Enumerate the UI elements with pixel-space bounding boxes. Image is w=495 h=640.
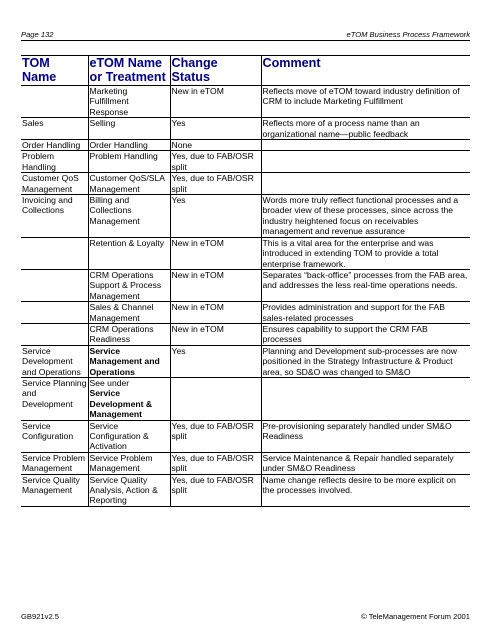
cell-tom-name [21,269,88,301]
cell-comment: Provides administration and support for the FAB sales-related processes [261,302,470,324]
cell-tom-name: Service Quality Management [21,474,88,506]
cell-comment: Words more truly reflect functional processes and a broader view of these processes, since across the industry heightened focus on receivables management and revenue assurance [261,195,470,238]
cell-change-status: New in eTOM [170,269,261,301]
cell-tom-name: Invoicing and Collections [21,195,88,238]
cell-change-status: New in eTOM [170,86,261,118]
table-row [21,345,470,377]
table-row [21,237,470,269]
cell-etom-name: Retention & Loyalty [88,237,170,269]
table-row [21,140,470,151]
cell-etom-name [88,377,170,420]
cell-change-status: Yes, due to FAB/OSR split [170,151,261,173]
cell-comment [261,140,470,151]
cell-etom-name: Marketing Fulfillment Response [88,86,170,118]
column-header-change-status: Change Status [170,56,261,86]
cell-change-status: Yes, due to FAB/OSR split [170,420,261,452]
table-row [21,118,470,140]
cell-comment: Service Maintenance & Repair handled separately under SM&O Readiness [261,452,470,474]
cell-etom-name: Sales & Channel Management [88,302,170,324]
table-row [21,302,470,324]
cell-tom-name: Order Handling [21,140,88,151]
column-header-tom-name: TOM Name [21,56,88,86]
cell-etom-name: Selling [88,118,170,140]
cell-tom-name: Service Development and Operations [21,345,88,377]
cell-change-status: Yes [170,118,261,140]
cell-etom-name: Service Configuration & Activation [88,420,170,452]
table-row [21,474,470,506]
table-header-row [21,56,470,86]
cell-etom-name: CRM Operations Support & Process Management [88,269,170,301]
see-under-prefix: See under [89,377,130,388]
cell-comment [261,377,470,420]
table-row [21,173,470,195]
cell-change-status: Yes, due to FAB/OSR split [170,173,261,195]
cell-etom-name: Service Problem Management [88,452,170,474]
table-row [21,420,470,452]
cell-etom-name: Order Handling [88,140,170,151]
see-under-target: Service Development & Management [89,388,153,420]
cell-tom-name [21,323,88,345]
page-number: Page 132 [21,30,54,39]
cell-comment: Pre-provisioning separately handled under SM&O Readiness [261,420,470,452]
cell-tom-name: Customer QoS Management [21,173,88,195]
cell-comment: Ensures capability to support the CRM FAB processes [261,323,470,345]
table-row [21,269,470,301]
cell-tom-name: Problem Handling [21,151,88,173]
cell-comment: Reflects move of eTOM toward industry definition of CRM to include Marketing Fulfillment [261,86,470,118]
cell-change-status: Yes, due to FAB/OSR split [170,474,261,506]
copyright: © TeleManagement Forum 2001 [361,612,470,621]
column-header-comment: Comment [261,56,470,86]
cell-change-status: Yes, due to FAB/OSR split [170,452,261,474]
cell-change-status: None [170,140,261,151]
cell-comment: Reflects more of a process name than an organizational name—public feedback [261,118,470,140]
cell-etom-name: Service Management and Operations [88,345,170,377]
cell-tom-name [21,237,88,269]
cell-change-status: New in eTOM [170,237,261,269]
cell-change-status: New in eTOM [170,323,261,345]
page-header [21,30,470,41]
table-row [21,452,470,474]
cell-tom-name [21,302,88,324]
cell-comment: Separates “back-office” processes from the FAB area, and addresses the less real-time operations needs. [261,269,470,301]
cell-etom-name: Customer QoS/SLA Management [88,173,170,195]
table-row [21,323,470,345]
document-id: GB921v2.5 [21,612,59,621]
cell-tom-name: Sales [21,118,88,140]
cell-comment [261,151,470,173]
table-body [21,86,470,507]
column-header-etom-name: eTOM Name or Treatment [88,56,170,86]
cell-comment: This is a vital area for the enterprise and was introduced in extending TOM to provide a total enterprise framework. [261,237,470,269]
table-row [21,377,470,420]
cell-comment: Name change reflects desire to be more explicit on the processes involved. [261,474,470,506]
table-row [21,86,470,118]
cell-tom-name: Service Configuration [21,420,88,452]
cell-tom-name: Service Planning and Development [21,377,88,420]
mapping-table [21,55,470,507]
cell-change-status [170,377,261,420]
cell-comment [261,173,470,195]
cell-change-status: Yes [170,345,261,377]
cell-etom-name: Billing and Collections Management [88,195,170,238]
cell-change-status: Yes [170,195,261,238]
document-title: eTOM Business Process Framework [346,30,470,39]
cell-etom-name: Problem Handling [88,151,170,173]
cell-tom-name: Service Problem Management [21,452,88,474]
cell-etom-name: CRM Operations Readiness [88,323,170,345]
cell-comment: Planning and Development sub-processes are now positioned in the Strategy Infrastructure & Product area, so SD&O was changed to SM&O [261,345,470,377]
cell-change-status: New in eTOM [170,302,261,324]
cell-etom-name: Service Quality Analysis, Action & Reporting [88,474,170,506]
table-row [21,195,470,238]
cell-tom-name [21,86,88,118]
table-row [21,151,470,173]
